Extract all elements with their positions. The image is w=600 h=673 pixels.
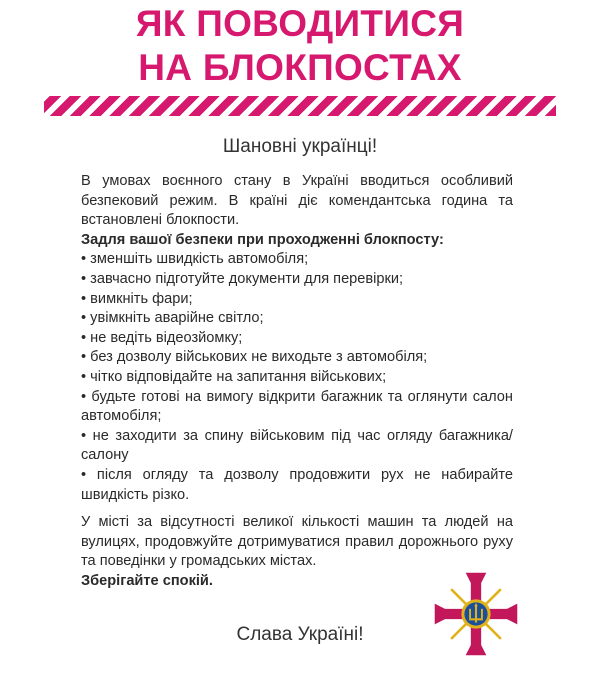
list-item: • не заходити за спину військовим під час огляду багажника/салону	[81, 427, 513, 464]
glory-text: Слава Україні!	[236, 624, 364, 645]
greeting: Шановні українці!	[222, 136, 378, 157]
keep-calm-text: Зберігайте спокій.	[81, 572, 213, 589]
body-text	[81, 172, 513, 591]
list-item: • чітко відповідайте на запитання військових;	[81, 368, 387, 385]
list-item: • без дозволу військових не виходьте з автомобіля;	[81, 349, 428, 366]
armed-forces-cross-emblem-icon	[433, 571, 519, 657]
hazard-stripe	[44, 96, 556, 116]
spacer	[81, 505, 513, 513]
list-item: • після огляду та дозволу продовжити рух не набирайте швидкість різко.	[81, 466, 513, 503]
list-item: • не ведіть відеозйомку;	[81, 329, 243, 346]
list-item: • вимкніть фари;	[81, 290, 193, 307]
title-line-2: НА БЛОКПОСТАХ	[138, 47, 462, 88]
list-item: • увімкніть аварійне світло;	[81, 310, 264, 327]
rules-list	[81, 250, 513, 505]
title-line-1: ЯК ПОВОДИТИСЯ	[135, 3, 465, 44]
page-title	[0, 2, 600, 90]
list-item: • зменшіть швидкість автомобіля;	[81, 251, 309, 268]
closing-paragraph: У місті за відсутності великої кількості машин та людей на вулицях, продовжуйте дотримуватися правил дорожнього руху та поведінки у громадських містах.	[81, 514, 513, 570]
rules-heading: Задля вашої безпеки при проходженні блокпосту:	[81, 231, 444, 248]
list-item: • завчасно підготуйте документи для перевірки;	[81, 270, 404, 287]
list-item: • будьте готові на вимогу відкрити багажник та оглянути салон автомобіля;	[81, 388, 513, 425]
intro-paragraph: В умовах воєнного стану в Україні вводиться особливий безпековий режим. В країні діє комендантська година та встановлені блокпости.	[81, 173, 513, 229]
